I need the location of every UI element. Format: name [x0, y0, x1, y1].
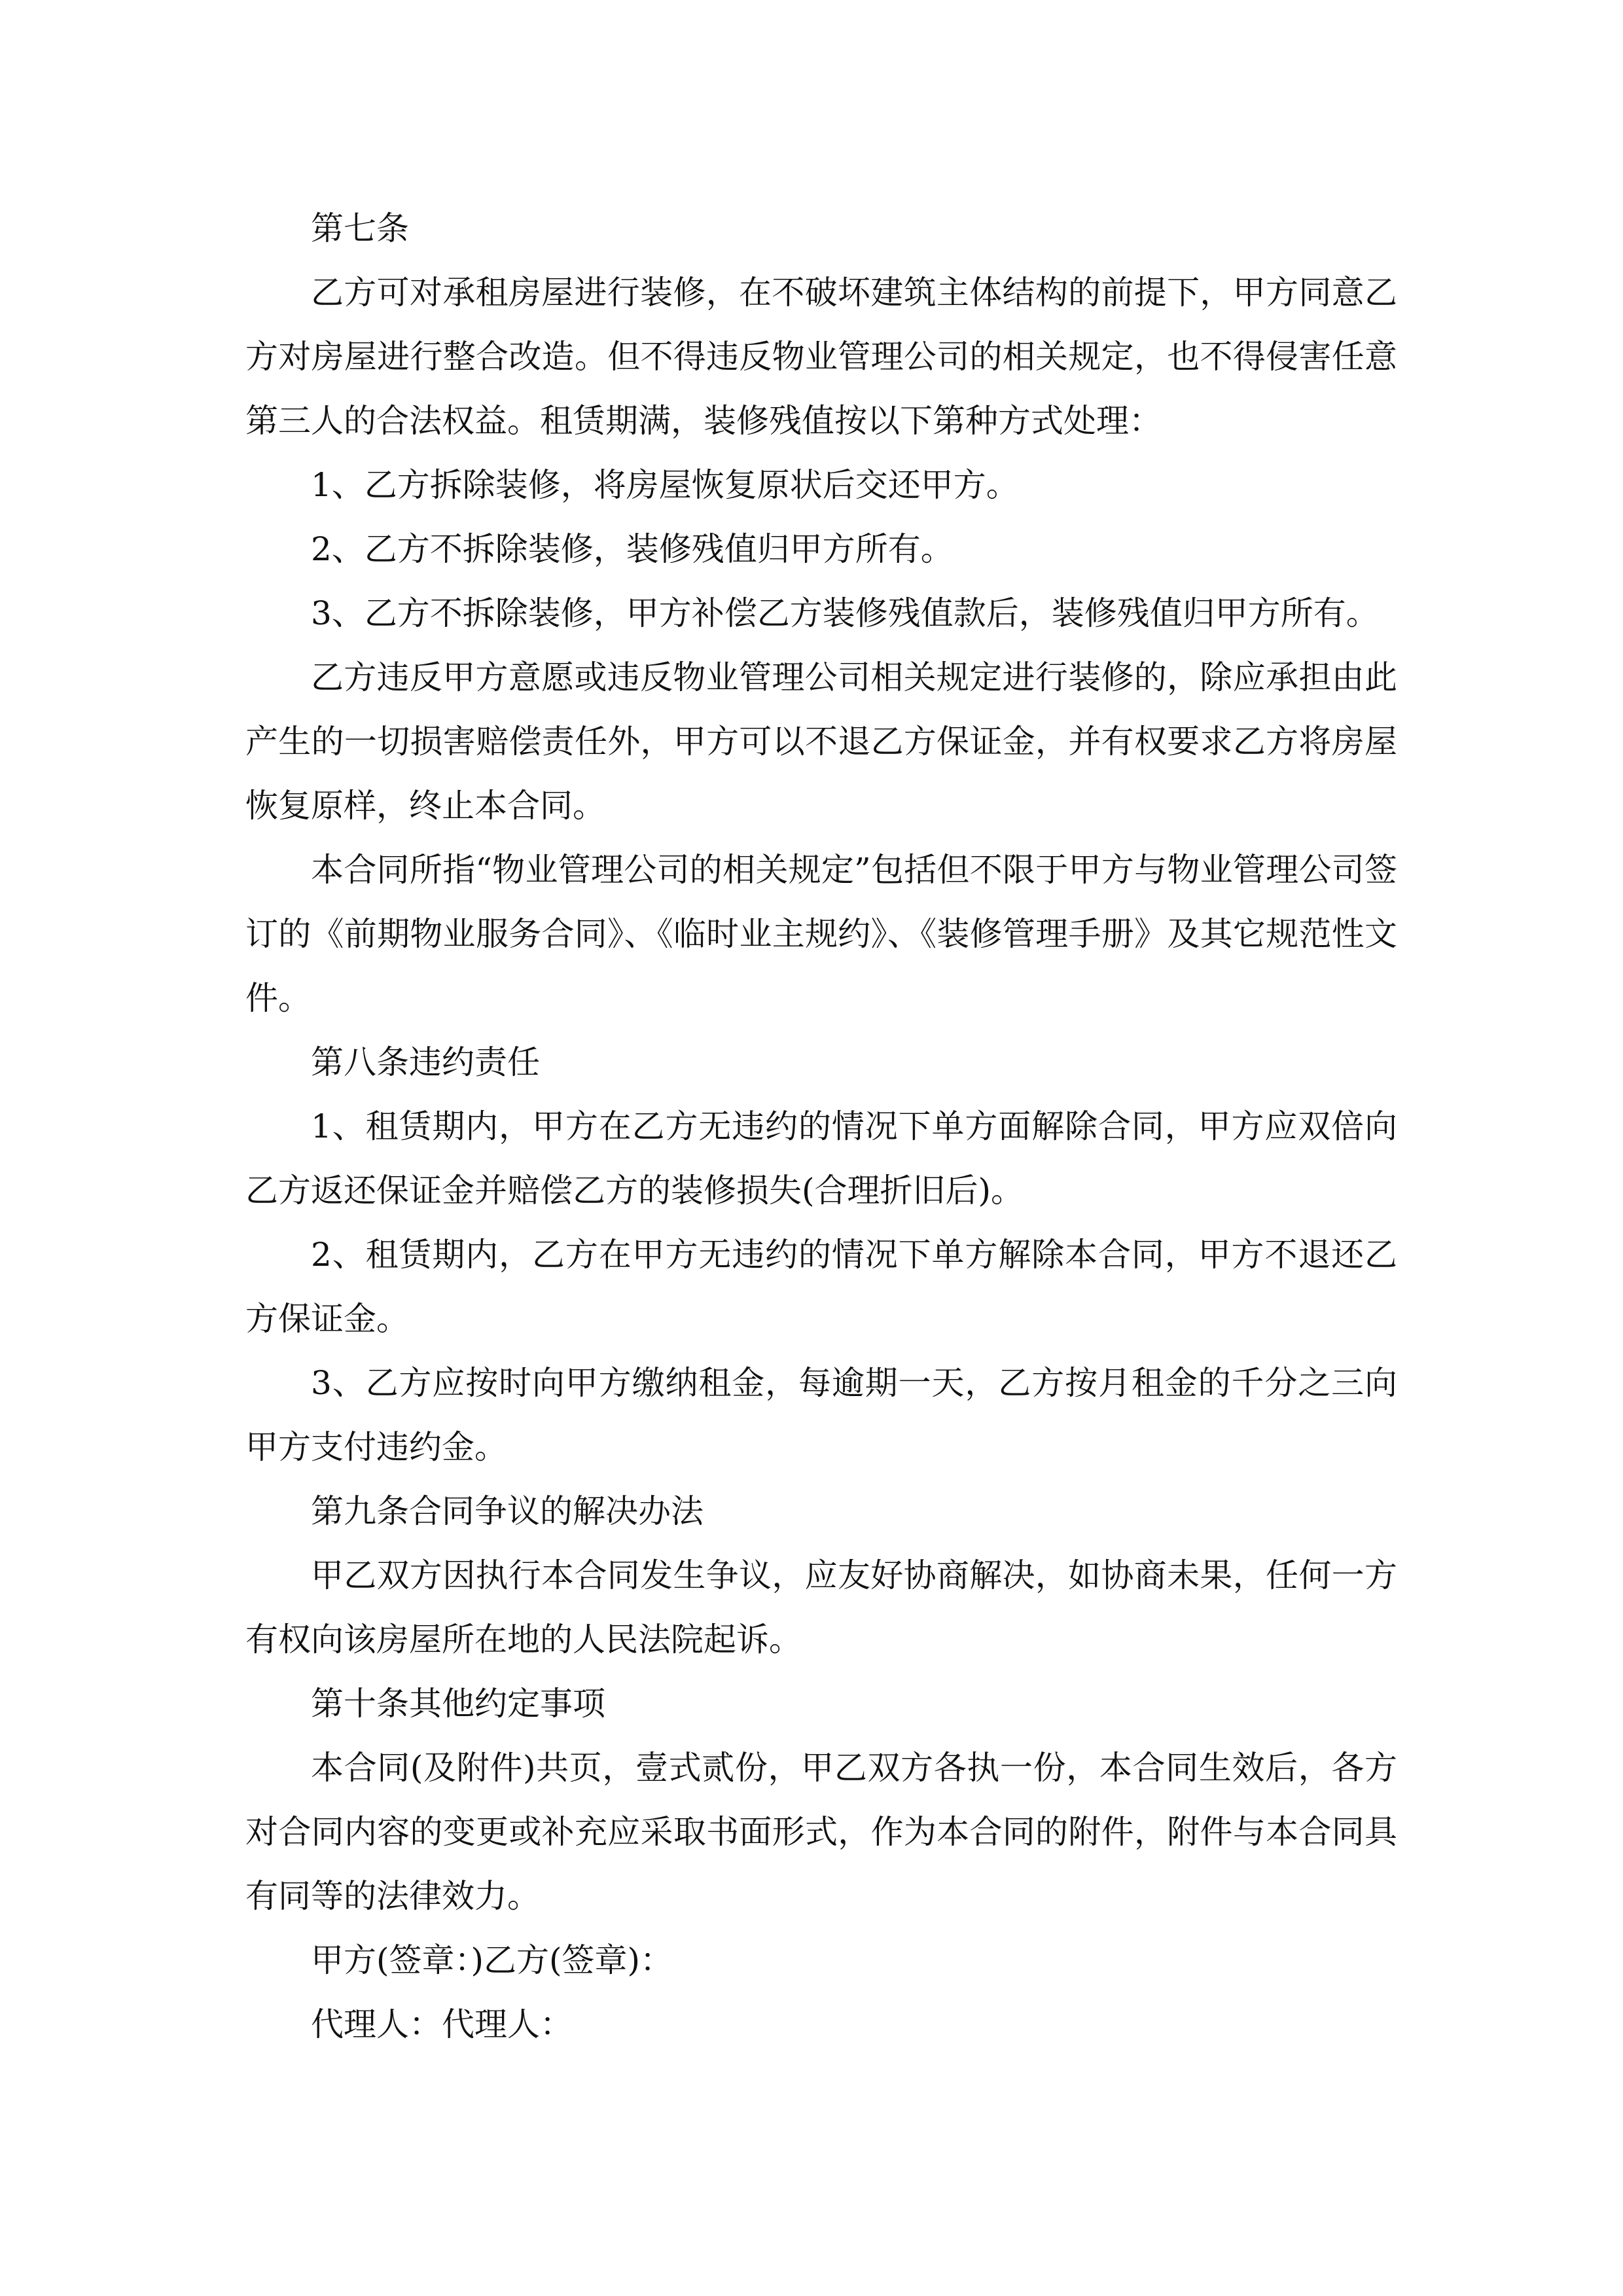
article-8-item-2: 2、租赁期内，乙方在甲方无违约的情况下单方解除本合同，甲方不退还乙方保证金。 — [245, 1236, 1397, 1338]
article-7-option-3: 3、乙方不拆除装修，甲方补偿乙方装修残值款后，装修残值归甲方所有。 — [311, 594, 1379, 632]
article-7-option-2: 2、乙方不拆除装修，装修残值归甲方所有。 — [311, 530, 954, 568]
document-body — [245, 196, 1397, 2056]
article-7-violation: 乙方违反甲方意愿或违反物业管理公司相关规定进行装修的，除应承担由此产生的一切损害赔偿责任外，甲方可以不退乙方保证金，并有权要求乙方将房屋恢复原样，终止本合同。 — [245, 658, 1397, 825]
article-8-heading: 第八条违约责任 — [311, 1043, 540, 1081]
article-8-item-3: 3、乙方应按时向甲方缴纳租金，每逾期一天，乙方按月租金的千分之三向甲方支付违约金。 — [245, 1364, 1397, 1466]
article-8-item-1: 1、租赁期内，甲方在乙方无违约的情况下单方面解除合同，甲方应双倍向乙方返还保证金并赔偿乙方的装修损失(合理折旧后)。 — [245, 1107, 1397, 1210]
article-7-option-1: 1、乙方拆除装修，将房屋恢复原状后交还甲方。 — [311, 466, 1019, 504]
article-10-heading: 第十条其他约定事项 — [311, 1685, 605, 1723]
article-9-text: 甲乙双方因执行本合同发生争议，应友好协商解决，如协商未果，任何一方有权向该房屋所在地的人民法院起诉。 — [245, 1556, 1397, 1659]
signature-line: 甲方(签章：)乙方(签章)： — [311, 1941, 673, 1979]
article-7-text: 乙方可对承租房屋进行装修，在不破坏建筑主体结构的前提下，甲方同意乙方对房屋进行整合改造。但不得违反物业管理公司的相关规定，也不得侵害任意第三人的合法权益。租赁期满，装修残值按以下第种方式处理： — [245, 274, 1397, 440]
article-9-heading: 第九条合同争议的解决办法 — [311, 1492, 704, 1530]
article-7-heading: 第七条 — [311, 209, 409, 247]
agent-line: 代理人：代理人： — [311, 2005, 573, 2043]
article-10-text: 本合同(及附件)共页，壹式贰份，甲乙双方各执一份，本合同生效后，各方对合同内容的变更或补充应采取书面形式，作为本合同的附件，附件与本合同具有同等的法律效力。 — [245, 1749, 1397, 1915]
article-7-definition: 本合同所指“物业管理公司的相关规定”包括但不限于甲方与物业管理公司签订的《前期物业服务合同》、《临时业主规约》、《装修管理手册》及其它规范性文件。 — [245, 851, 1397, 1017]
